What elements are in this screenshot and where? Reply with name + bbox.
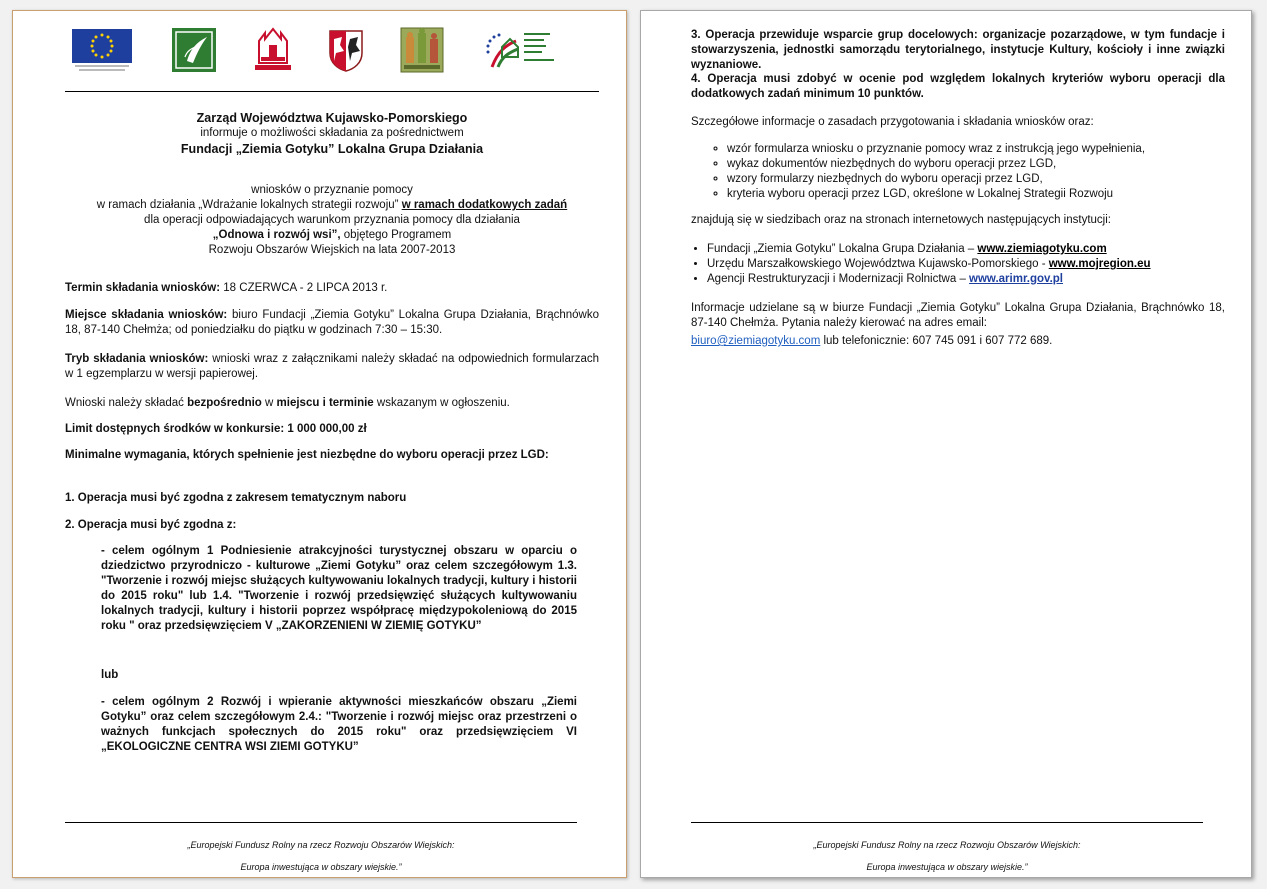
- info-paragraph: Informacje udzielane są w biurze Fundacji „Ziemia Gotyku” Lokalna Grupa Działania, Brąchnówko 18, 87-140 Chełmża. Pytania należy kierować na adres email:: [691, 302, 1225, 329]
- intro-line-5: Rozwoju Obszarów Wiejskich na lata 2007-2013: [208, 244, 456, 256]
- requirement-3: 3. Operacja przewiduje wsparcie grup docelowych: organizacje pozarządowe, w tym fundacje i stowarzyszenia, jednostki samorządu terytorialnego, instytucje Kultury, kościoły i inne związki wyznaniowe.: [691, 29, 1225, 71]
- requirement-2: 2. Operacja musi być zgodna z:: [65, 519, 237, 531]
- mojregion-link[interactable]: www.mojregion.eu: [1048, 258, 1151, 270]
- contact-line: biuro@ziemiagotyku.com lub telefonicznie: 607 745 091 i 607 772 689.: [691, 335, 1053, 347]
- institutions-list: [691, 242, 1241, 287]
- goal-1-paragraph: - celem ogólnym 1 Podniesienie atrakcyjności turystycznej obszaru w oparciu o dziedzictwo przyrodniczo - kulturowe „Ziemi Gotyku” oraz celem szczegółowym 1.3. "Tworzenie i rozwój miejsc służących kultywowaniu lokalnych tradycji, kultury i historii do 2015 roku" lub 1.4. "Tworzenie i rozwój przedsięwzięć służących kultywowaniu lokalnych tradycji, kultury i historii poprzez współpracę międzypokoleniową do 2015 roku " oraz przedsięwzięciem V „ZAKORZENIENI W ZIEMIĘ GOTYKU”: [101, 545, 577, 632]
- list-item: ◦ kryteria wyboru operacji przez LGD, określone w Lokalnej Strategii Rozwoju: [727, 187, 1241, 202]
- header-subtitle: informuje o możliwości składania za pośrednictwem: [200, 127, 464, 139]
- requirement-4: 4. Operacja musi zdobyć w ocenie pod względem lokalnych kryteriów wyboru operacji dla dodatkowych zadań minimum 10 punktów.: [691, 73, 1225, 100]
- prow-logo: [480, 27, 558, 73]
- email-link[interactable]: biuro@ziemiagotyku.com: [691, 335, 821, 347]
- footer-line-1: „Europejski Fundusz Rolny na rzecz Rozwoju Obszarów Wiejskich:: [187, 840, 455, 850]
- intro-block: [65, 183, 599, 258]
- wnioski-paragraph: Wnioski należy składać bezpośrednio w miejscu i terminie wskazanym w ogłoszeniu.: [65, 397, 510, 409]
- intro-line-4: „Odnowa i rozwój wsi”, objętego Programem: [212, 229, 452, 241]
- list-item: ◦ wykaz dokumentów niezbędnych do wyboru operacji przez LGD,: [727, 157, 1241, 172]
- ziemia-gotyku-logo: [251, 27, 295, 73]
- lgd-logo: [400, 27, 444, 73]
- eu-flag-logo: [71, 27, 133, 73]
- header-foundation: Fundacji „Ziemia Gotyku” Lokalna Grupa Działania: [180, 142, 484, 156]
- document-page-1: [12, 10, 627, 878]
- requirement-1: 1. Operacja musi być zgodna z zakresem tematycznym naboru: [65, 492, 407, 504]
- footer: [691, 834, 1203, 878]
- ziemiagotyku-link[interactable]: www.ziemiagotyku.com: [977, 243, 1107, 255]
- header-title: Zarząd Województwa Kujawsko-Pomorskiego: [196, 111, 468, 125]
- intro-line-2: w ramach działania „Wdrażanie lokalnych strategii rozwoju” w ramach dodatkowych zadań: [96, 199, 568, 211]
- lub-text: lub: [101, 669, 119, 681]
- min-requirements-heading: Minimalne wymagania, których spełnienie jest niezbędne do wyboru operacji przez LGD:: [65, 449, 549, 461]
- tryb-paragraph: Tryb składania wniosków: wnioski wraz z załącznikami należy składać na odpowiednich formularzach w 1 egzemplarzu w wersji papierowej.: [65, 353, 599, 380]
- list-item: ◦ wzór formularza wniosku o przyznanie pomocy wraz z instrukcją jego wypełnienia,: [727, 142, 1241, 157]
- footer-line-1: „Europejski Fundusz Rolny na rzecz Rozwoju Obszarów Wiejskich:: [813, 840, 1081, 850]
- voivodeship-crest-logo: [326, 27, 366, 73]
- intro-line-1: wniosków o przyznanie pomocy: [251, 184, 413, 196]
- termin-paragraph: Termin składania wniosków: 18 CZERWCA - 2 LIPCA 2013 r.: [65, 282, 388, 294]
- footer: [65, 834, 577, 878]
- list-item: • Urzędu Marszałkowskiego Województwa Kujawsko-Pomorskiego - www.mojregion.eu: [707, 257, 1241, 272]
- document-page-2: [640, 10, 1252, 878]
- located-text: znajdują się w siedzibach oraz na stronach internetowych następujących instytucji:: [691, 214, 1111, 226]
- footer-divider: [65, 822, 577, 823]
- intro-line-3: dla operacji odpowiadających warunkom przyznania pomocy dla działania: [144, 214, 520, 226]
- footer-line-2: Europa inwestująca w obszary wiejskie.”: [240, 862, 402, 872]
- header-divider: [65, 91, 599, 92]
- details-intro: Szczegółowe informacje o zasadach przygotowania i składania wniosków oraz:: [691, 116, 1094, 128]
- documents-list: [711, 142, 1241, 202]
- arimr-link[interactable]: www.arimr.gov.pl: [969, 273, 1063, 285]
- list-item: ◦ wzory formularzy niezbędnych do wyboru operacji przez LGD,: [727, 172, 1241, 187]
- miejsce-paragraph: Miejsce składania wniosków: biuro Fundacji „Ziemia Gotyku” Lokalna Grupa Działania, Brąchnówko 18, 87-140 Chełmża; od poniedziałku do piątku w godzinach 7:30 – 15:30.: [65, 309, 599, 336]
- leader-logo: [171, 27, 217, 73]
- footer-divider: [691, 822, 1203, 823]
- footer-line-2: Europa inwestująca w obszary wiejskie.”: [866, 862, 1028, 872]
- list-item: • Fundacji „Ziemia Gotyku” Lokalna Grupa Działania – www.ziemiagotyku.com: [707, 242, 1241, 257]
- limit-paragraph: Limit dostępnych środków w konkursie: 1 000 000,00 zł: [65, 423, 367, 435]
- announcement-header: [65, 110, 599, 157]
- list-item: • Agencji Restrukturyzacji i Modernizacji Rolnictwa – www.arimr.gov.pl: [707, 272, 1241, 287]
- goal-2-paragraph: - celem ogólnym 2 Rozwój i wpieranie aktywności mieszkańców obszaru „Ziemi Gotyku” oraz celem szczegółowym 2.4.: "Tworzenie i rozwój miejsc oraz przestrzeni o ważnych funkcjach społecznych do 2015 roku" oraz przedsięwzięciem VI „EKOLOGICZNE CENTRA WSI ZIEMI GOTYKU”: [101, 696, 577, 753]
